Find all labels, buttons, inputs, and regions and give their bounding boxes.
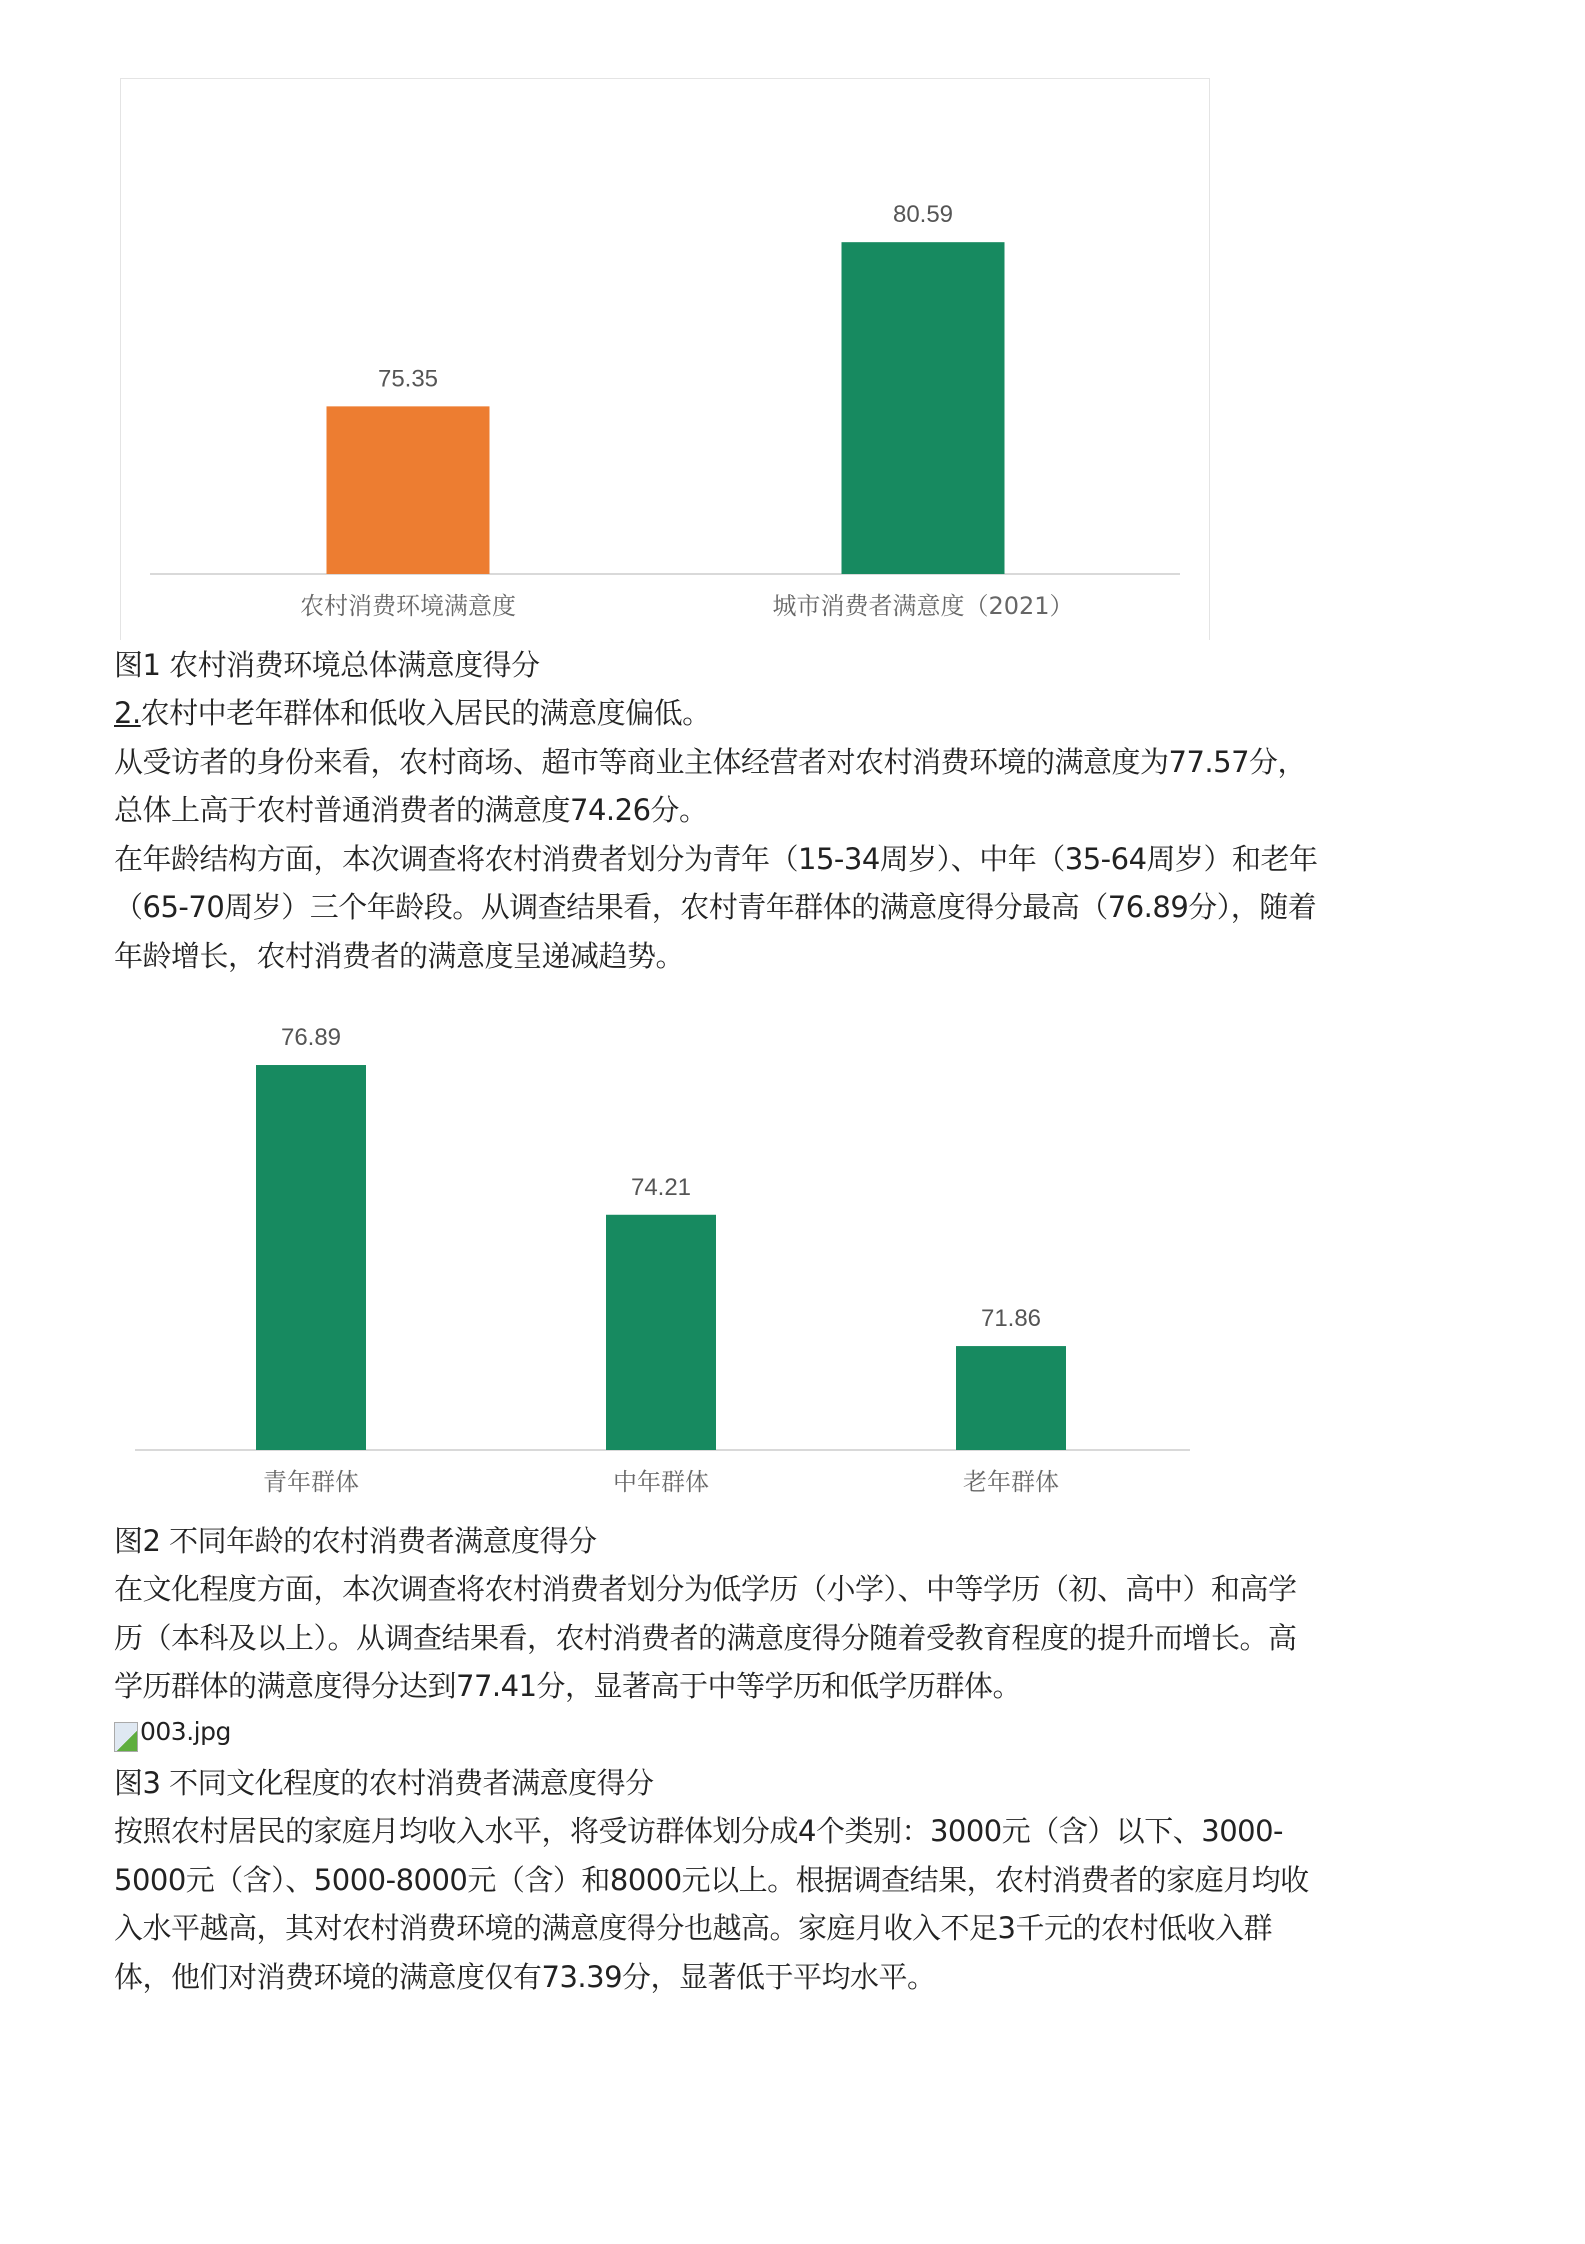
category-label: 老年群体 <box>963 1468 1059 1496</box>
category-label: 青年群体 <box>263 1468 359 1496</box>
figure-3-caption: 图3 不同文化程度的农村消费者满意度得分 <box>114 1766 654 1800</box>
category-label: 城市消费者满意度（2021） <box>772 592 1074 620</box>
paragraph-line: 按照农村居民的家庭月均收入水平，将受访群体划分成4个类别：3000元（含）以下、3000- <box>114 1814 1284 1848</box>
paragraph-line: 体，他们对消费环境的满意度仅有73.39分，显著低于平均水平。 <box>114 1960 936 1994</box>
section-title: 农村中老年群体和低收入居民的满意度偏低。 <box>140 696 711 730</box>
data-label: 76.89 <box>280 1024 342 1052</box>
paragraph-line: 5000元（含）、5000-8000元（含）和8000元以上。根据调查结果，农村消费者的家庭月均收 <box>114 1863 1309 1897</box>
data-label: 80.59 <box>892 201 954 229</box>
data-label: 75.35 <box>377 365 439 393</box>
paragraph-line: 在文化程度方面，本次调查将农村消费者划分为低学历（小学）、中等学历（初、高中）和高学 <box>114 1572 1297 1606</box>
section-number[interactable]: 2. <box>114 696 141 730</box>
paragraph-line: 入水平越高，其对农村消费环境的满意度得分也越高。家庭月收入不足3千元的农村低收入群 <box>114 1911 1272 1945</box>
category-label: 中年群体 <box>613 1468 709 1496</box>
data-label: 74.21 <box>630 1173 692 1201</box>
bar <box>842 242 1005 574</box>
chart-age-satisfaction <box>0 990 1585 1510</box>
broken-image-icon <box>114 1722 138 1752</box>
chart-overall-satisfaction <box>0 0 1585 640</box>
paragraph-line: 历（本科及以上）。从调查结果看，农村消费者的满意度得分随着受教育程度的提升而增长。高 <box>114 1621 1297 1655</box>
bar <box>956 1346 1066 1450</box>
paragraph-line: 从受访者的身份来看，农村商场、超市等商业主体经营者对农村消费环境的满意度为77.57分， <box>114 745 1307 779</box>
bar <box>327 406 490 574</box>
paragraph-line: （65-70周岁）三个年龄段。从调查结果看，农村青年群体的满意度得分最高（76.89分），随着 <box>114 890 1317 924</box>
category-label: 农村消费环境满意度 <box>300 592 516 620</box>
paragraph-line: 年龄增长，农村消费者的满意度呈递减趋势。 <box>114 939 685 973</box>
paragraph-line: 总体上高于农村普通消费者的满意度74.26分。 <box>114 793 708 827</box>
paragraph-line: 在年龄结构方面，本次调查将农村消费者划分为青年（15-34周岁）、中年（35-64周岁）和老年 <box>114 842 1318 876</box>
data-label: 71.86 <box>980 1305 1042 1333</box>
figure-2-caption: 图2 不同年龄的农村消费者满意度得分 <box>114 1524 597 1558</box>
broken-image-alt: 003.jpg <box>140 1717 231 1746</box>
bar <box>256 1065 366 1450</box>
section-heading <box>114 693 711 733</box>
broken-image <box>114 1712 231 1752</box>
paragraph-line: 学历群体的满意度得分达到77.41分，显著高于中等学历和低学历群体。 <box>114 1669 1022 1703</box>
bar <box>606 1215 716 1450</box>
figure-1-caption: 图1 农村消费环境总体满意度得分 <box>114 648 540 682</box>
